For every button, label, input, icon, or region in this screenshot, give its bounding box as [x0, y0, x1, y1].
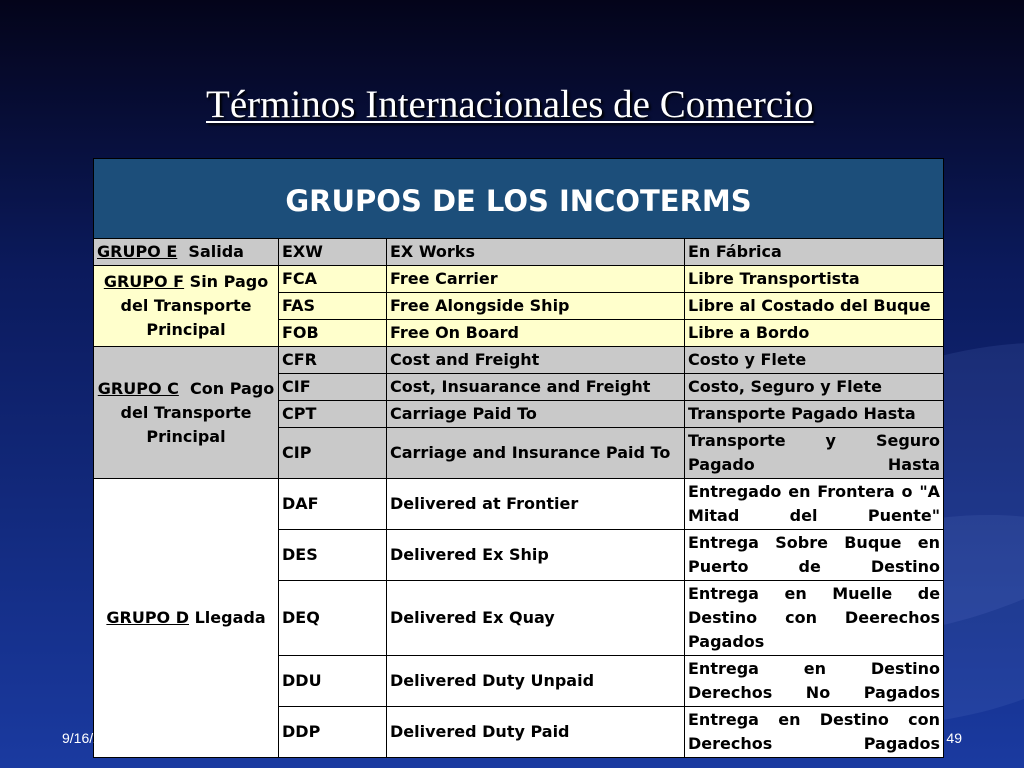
table-header: GRUPOS DE LOS INCOTERMS: [94, 159, 944, 239]
code-cell: FCA: [279, 266, 387, 293]
spanish-cell: Entrega Sobre Buque en Puerto de Destino: [685, 530, 944, 581]
code-cell: DDP: [279, 707, 387, 758]
english-cell: Cost and Freight: [387, 347, 685, 374]
code-cell: DEQ: [279, 581, 387, 656]
code-cell: DAF: [279, 479, 387, 530]
code-cell: FOB: [279, 320, 387, 347]
group-c-cell: [94, 347, 279, 479]
code-cell: CIF: [279, 374, 387, 401]
english-cell: Carriage Paid To: [387, 401, 685, 428]
group-desc: Sin Pago del Transporte Principal: [120, 272, 269, 339]
group-e-cell: [94, 239, 279, 266]
english-cell: Delivered at Frontier: [387, 479, 685, 530]
group-d-cell: [94, 479, 279, 758]
group-name: GRUPO D: [106, 608, 189, 627]
english-cell: Delivered Duty Paid: [387, 707, 685, 758]
english-cell: EX Works: [387, 239, 685, 266]
code-cell: EXW: [279, 239, 387, 266]
table-row: [94, 479, 944, 530]
spanish-cell: Entregado en Frontera o "A Mitad del Puente": [685, 479, 944, 530]
incoterms-table: [93, 158, 944, 758]
spanish-cell: Entrega en Muelle de Destino con Deerechos Pagados: [685, 581, 944, 656]
code-cell: FAS: [279, 293, 387, 320]
table-row: [94, 347, 944, 374]
english-cell: Cost, Insuarance and Freight: [387, 374, 685, 401]
english-cell: Delivered Duty Unpaid: [387, 656, 685, 707]
english-cell: Free Carrier: [387, 266, 685, 293]
english-cell: Delivered Ex Quay: [387, 581, 685, 656]
code-cell: CPT: [279, 401, 387, 428]
code-cell: DDU: [279, 656, 387, 707]
group-f-cell: [94, 266, 279, 347]
spanish-cell: Libre a Bordo: [685, 320, 944, 347]
group-desc: Con Pago del Transporte Principal: [120, 378, 275, 446]
english-cell: Delivered Ex Ship: [387, 530, 685, 581]
group-name: GRUPO C: [97, 378, 179, 398]
group-name: GRUPO F: [103, 272, 185, 291]
english-cell: Carriage and Insurance Paid To: [387, 428, 685, 479]
group-name: GRUPO E: [97, 242, 178, 261]
table-row: [94, 239, 944, 266]
slide-number: 49: [946, 730, 962, 746]
table-row: [94, 266, 944, 293]
spanish-cell: Costo, Seguro y Flete: [685, 374, 944, 401]
spanish-cell: Libre Transportista: [685, 266, 944, 293]
spanish-cell: Entrega en Destino con Derechos Pagados: [685, 707, 944, 758]
code-cell: CIP: [279, 428, 387, 479]
spanish-cell: Costo y Flete: [685, 347, 944, 374]
spanish-cell: Transporte Pagado Hasta: [685, 401, 944, 428]
slide-title: Términos Internacionales de Comercio: [206, 83, 814, 126]
slide-date: 9/16/2018: [62, 730, 125, 746]
group-desc: Llegada: [194, 608, 266, 627]
english-cell: Free Alongside Ship: [387, 293, 685, 320]
spanish-cell: Entrega en Destino Derechos No Pagados: [685, 656, 944, 707]
spanish-cell: Libre al Costado del Buque: [685, 293, 944, 320]
code-cell: DES: [279, 530, 387, 581]
spanish-cell: Transporte y Seguro Pagado Hasta: [685, 428, 944, 479]
english-cell: Free On Board: [387, 320, 685, 347]
group-desc: Salida: [188, 242, 244, 261]
spanish-cell: En Fábrica: [685, 239, 944, 266]
code-cell: CFR: [279, 347, 387, 374]
